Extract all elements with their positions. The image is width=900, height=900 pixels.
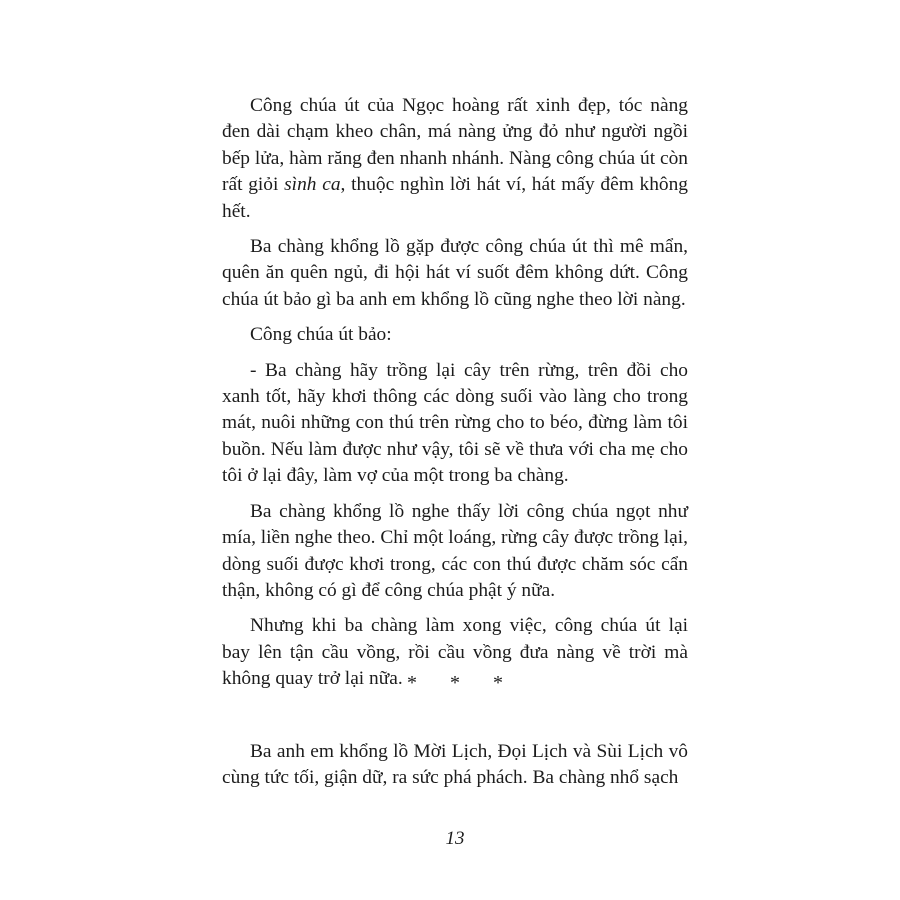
paragraph-5: Ba chàng khổng lồ nghe thấy lời công chúa ngọt như mía, liền nghe theo. Chỉ một loáng, rừng cây được trồng lại, dòng suối được khơi trong, các con thú được chăm sóc cẩn thận, không có gì để công chúa phật ý nữa. xyxy=(222,500,688,601)
paragraph-2: Ba chàng khổng lồ gặp được công chúa út thì mê mẩn, quên ăn quên ngủ, đi hội hát ví suốt đêm không dứt. Công chúa út bảo gì ba anh em khổng lồ cũng nghe theo lời nàng. xyxy=(222,236,688,310)
paragraph-6: Nhưng khi ba chàng làm xong việc, công chúa út lại bay lên tận cầu vồng, rồi cầu vồng đưa nàng về trời mà không quay trở lại nữa. xyxy=(222,615,688,690)
paragraph-3: Công chúa út bảo: xyxy=(250,324,392,346)
page-body xyxy=(222,93,688,693)
emphasized-term: sình ca xyxy=(284,174,341,196)
page-number: 13 xyxy=(445,828,465,849)
paragraph-1-text: Công chúa út của Ngọc hoàng rất xinh đẹp, tóc nàng đen dài chạm kheo chân, má nàng ửng đỏ như người ngồi bếp lửa, hàm răng đen nhanh nhánh. Nàng công chúa út còn rất giỏi xyxy=(222,95,688,196)
continued-section xyxy=(222,739,688,792)
section-divider: * * * xyxy=(407,672,517,694)
paragraph-4: - Ba chàng hãy trồng lại cây trên rừng, trên đồi cho xanh tốt, hãy khơi thông các dòng suối vào làng cho trong mát, nuôi những con thú trên rừng cho to béo, đừng làm tôi buồn. Nếu làm được như vậy, tôi sẽ về thưa với cha mẹ cho tôi ở lại đây, làm vợ của một trong ba chàng. xyxy=(222,359,688,487)
paragraph-7: Ba anh em khổng lồ Mời Lịch, Đọi Lịch và Sùi Lịch vô cùng tức tối, giận dữ, ra sức phá phách. Ba chàng nhổ sạch xyxy=(222,741,688,789)
paragraph-1 xyxy=(222,93,688,225)
paragraph-1-text-end: , thuộc nghìn lời hát ví, hát mấy đêm không hết. xyxy=(222,174,689,222)
